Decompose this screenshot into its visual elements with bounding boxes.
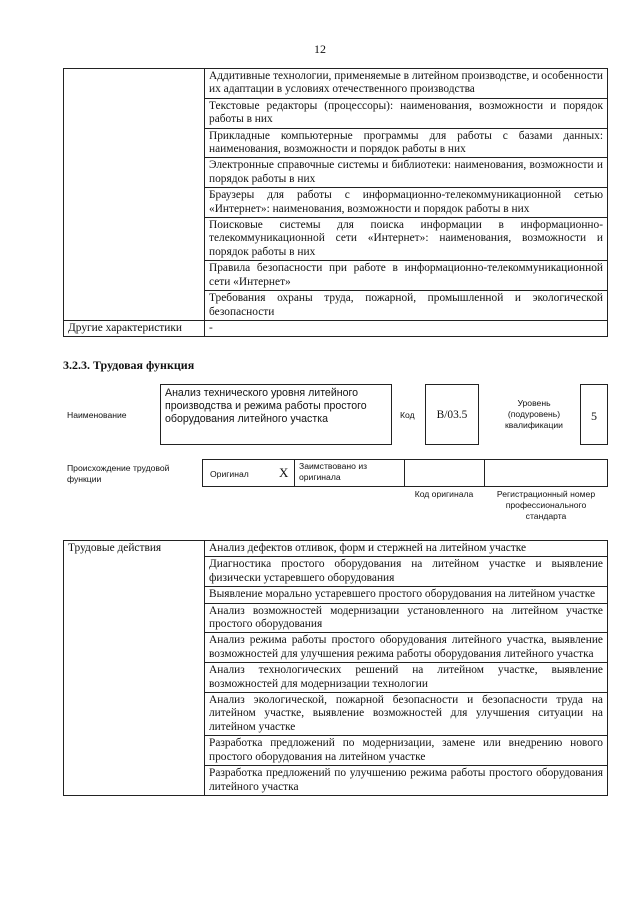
labor-action-item: Анализ возможностей модернизации установленного на литейном участке простого оборудования <box>205 603 608 633</box>
knowledge-item: Требования охраны труда, пожарной, промышленной и экологической безопасности <box>205 291 608 321</box>
code-value: B/03.5 <box>436 409 468 421</box>
labor-action-row <box>64 541 608 557</box>
knowledge-row <box>64 69 608 99</box>
origin-row <box>202 459 608 487</box>
labor-action-item: Анализ экологической, пожарной безопасности и безопасности труда на литейном участке, выявление возможностей для улучшения ситуации на литейном участке <box>205 693 608 736</box>
knowledge-item: Аддитивные технологии, применяемые в литейном производстве, и особенности их адаптации в условиях отечественного производства <box>205 69 608 99</box>
code-original-caption: Код оригинала <box>414 489 474 499</box>
labor-action-item: Разработка предложений по модернизации, замене или внедрению нового простого оборудования на литейном участке <box>205 736 608 766</box>
borrowed-label: Заимствовано из оригинала <box>299 461 368 482</box>
labor-action-item: Выявление морально устаревшего простого оборудования на литейном участке <box>205 587 608 603</box>
page-number: 12 <box>314 42 326 56</box>
knowledge-item: Прикладные компьютерные программы для работы с базами данных: наименования, возможности и порядок работы в них <box>205 128 608 158</box>
original-mark: X <box>279 465 289 480</box>
labor-actions-table <box>63 540 608 796</box>
knowledge-label-cell <box>64 69 205 321</box>
knowledge-item: Правила безопасности при работе в информационно-телекоммуникационной сети «Интернет» <box>205 261 608 291</box>
code-value-box <box>425 384 479 445</box>
other-characteristics-row <box>64 320 608 336</box>
code-label: Код <box>400 410 415 420</box>
labor-action-item: Анализ режима работы простого оборудования литейного участка, выявление возможностей для улучшения режима работы оборудования литейного участка <box>205 633 608 663</box>
level-label: Уровень (подуровень) квалификации <box>505 398 563 430</box>
origin-divider-3 <box>484 459 485 487</box>
labor-action-item: Диагностика простого оборудования на литейном участке и выявление физически устаревшего оборудования <box>205 557 608 587</box>
knowledge-item: Браузеры для работы с информационно-телекоммуникационной сетью «Интернет»: наименования, возможности и порядок работы в них <box>205 188 608 218</box>
knowledge-item: Текстовые редакторы (процессоры): наименования, возможности и порядок работы в них <box>205 98 608 128</box>
function-name-value: Анализ технического уровня литейного производства и режима работы простого оборудования литейного участка <box>165 387 367 425</box>
reg-number-caption: Регистрационный номер профессионального стандарта <box>496 489 596 521</box>
labor-action-item: Анализ технологических решений на литейном участке, выявление возможностей для модернизации технологии <box>205 663 608 693</box>
knowledge-table <box>63 68 608 337</box>
labor-action-item: Разработка предложений по улучшению режима работы простого оборудования литейного участка <box>205 766 608 796</box>
level-value-box <box>580 384 608 445</box>
knowledge-item: Электронные справочные системы и библиотеки: наименования, возможности и порядок работы в них <box>205 158 608 188</box>
name-label: Наименование <box>67 410 127 420</box>
original-label: Оригинал <box>210 469 249 479</box>
origin-divider-1 <box>294 459 295 487</box>
origin-label: Происхождение трудовой функции <box>67 463 170 484</box>
function-name-box <box>160 384 392 445</box>
origin-divider-2 <box>404 459 405 487</box>
level-value: 5 <box>591 409 597 423</box>
section-heading: 3.2.3. Трудовая функция <box>63 358 195 372</box>
labor-actions-label: Трудовые действия <box>64 541 205 796</box>
labor-action-item: Анализ дефектов отливок, форм и стержней на литейном участке <box>205 541 608 557</box>
other-characteristics-label: Другие характеристики <box>64 320 205 336</box>
knowledge-item: Поисковые системы для поиска информации в информационно-телекоммуникационной сети «Интернет»: наименования, возможности и порядок работы в них <box>205 218 608 261</box>
other-characteristics-value: - <box>205 320 608 336</box>
